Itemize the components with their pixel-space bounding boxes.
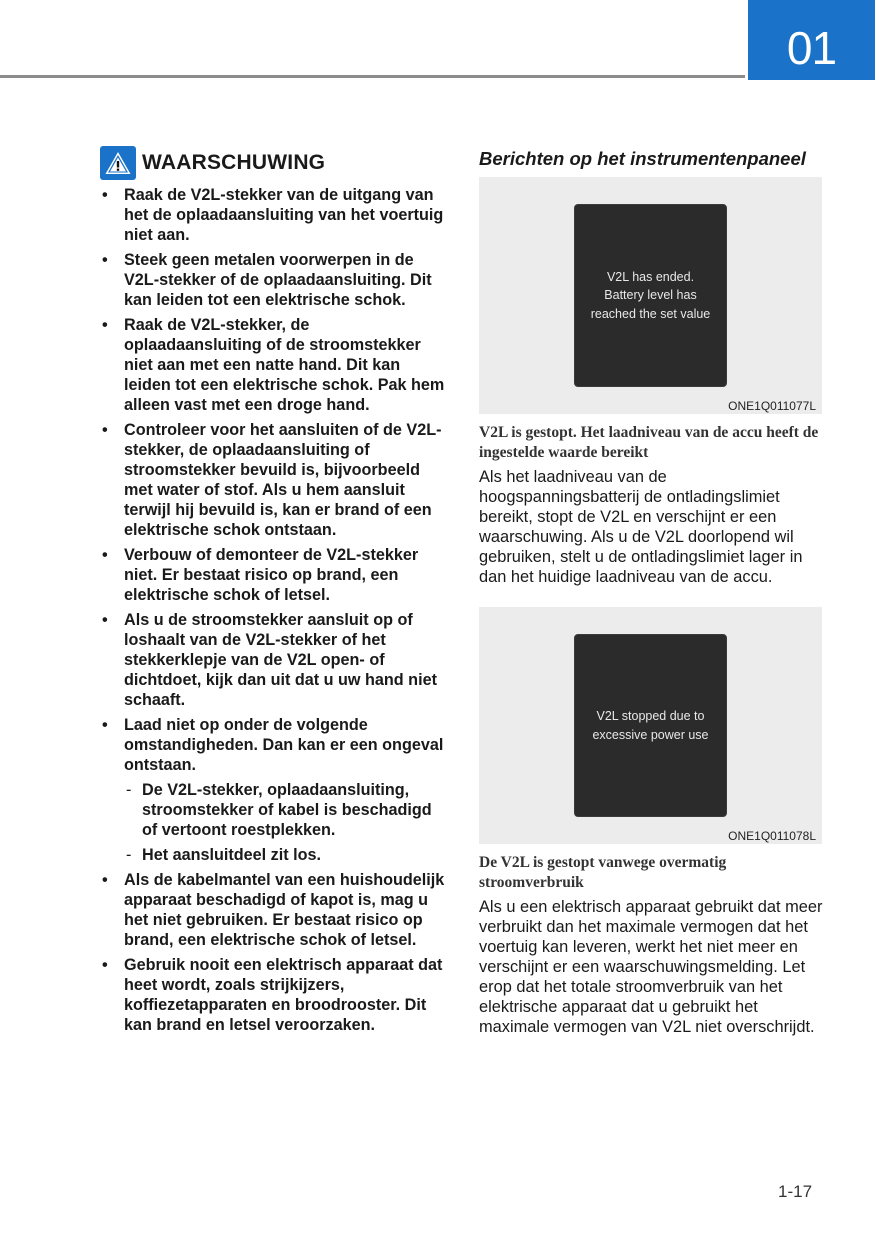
cluster-display (574, 204, 727, 387)
warning-sublist (124, 780, 450, 865)
chapter-tab: 01 (748, 0, 875, 80)
cluster-message: V2L stopped due to excessive power use (592, 709, 709, 742)
warning-title: WAARSCHUWING (142, 151, 326, 174)
warning-box (100, 145, 450, 1040)
figure-code: ONE1Q011077L (728, 399, 816, 413)
warning-item: • Steek geen metalen voorwerpen in de V2L-stekker of de oplaadaansluiting. Dit kan leiden tot een elektrische schok. (100, 250, 450, 310)
warning-item: • Controleer voor het aansluiten of de V2L-stekker, de oplaadaansluiting of stroomstekker bevuild is, bijvoorbeeld met water of stof. Als u hem aansluit terwijl hij bevuild is, kan er brand of een elektrische schok ontstaan. (100, 420, 450, 540)
figure-caption: V2L is gestopt. Het laadniveau van de accu heeft de ingestelde waarde bereikt (479, 424, 819, 461)
warning-item: • Verbouw of demonteer de V2L-stekker niet. Er bestaat risico op brand, een elektrische schok of letsel. (100, 545, 450, 605)
warning-triangle-icon (100, 146, 136, 180)
warning-item: • Gebruik nooit een elektrisch apparaat dat heet wordt, zoals strijkijzers, koffiezetapparaten en broodrooster. Dit kan brand en letsel veroorzaken. (100, 955, 450, 1035)
cluster-display (574, 634, 727, 817)
page-number: 1-17 (778, 1182, 813, 1201)
warning-subitem: - Het aansluitdeel zit los. (124, 845, 450, 865)
cluster-message: V2L has ended. Battery level has reached the set value (590, 269, 711, 321)
warning-item-text: Laad niet op onder de volgende omstandigheden. Dan kan er een ongeval ontstaan. (124, 716, 444, 774)
warning-item: • Raak de V2L-stekker van de uitgang van het de oplaadaansluiting van het voertuig niet aan. (100, 185, 450, 245)
warning-item: • Als de kabelmantel van een huishoudelijk apparaat beschadigd of kapot is, mag u het niet gebruiken. Er bestaat risico op brand, een elektrische schok of letsel. (100, 870, 450, 950)
warning-header (100, 145, 450, 181)
warning-list (100, 185, 450, 1035)
figure-v2l-ended (479, 177, 822, 414)
figure-v2l-stopped (479, 607, 822, 844)
warning-item-with-sublist (100, 715, 450, 865)
warning-item: • Als u de stroomstekker aansluit op of loshaalt van de V2L-stekker of het stekkerklepje van de V2L open- of dichtdoet, kijk dan uit dat u uw hand niet schaaft. (100, 610, 450, 710)
figure-code: ONE1Q011078L (728, 829, 816, 843)
body-paragraph: Als het laadniveau van de hoogspanningsbatterij de ontladingslimiet bereikt, stopt de V2L en verschijnt er een waarschuwing. Als u de V2L doorlopend wil gebruiken, stelt u de ontladingslimiet lager in dan het huidige laadniveau van de accu. (479, 468, 803, 586)
section-heading: Berichten op het instrumentenpaneel (479, 148, 806, 169)
body-paragraph: Als u een elektrisch apparaat gebruikt dat meer verbruikt dan het maximale vermogen dat het voertuig kan leveren, werkt het niet meer en verschijnt er een waarschuwingsmelding. Let erop dat het totale stroomverbruik van het elektrische apparaat dat u gebruikt het maximale vermogen van V2L niet overschrijdt. (479, 898, 823, 1036)
instrument-messages-section (479, 145, 824, 1037)
warning-subitem: - De V2L-stekker, oplaadaansluiting, stroomstekker of kabel is beschadigd of vertoont roestplekken. (124, 780, 450, 840)
header-rule (0, 75, 745, 78)
warning-item: • Raak de V2L-stekker, de oplaadaansluiting of de stroomstekker niet aan met een natte hand. Dit kan leiden tot een elektrische schok. Pak hem alleen vast met een droge hand. (100, 315, 450, 415)
figure-caption: De V2L is gestopt vanwege overmatig stroomverbruik (479, 854, 727, 891)
